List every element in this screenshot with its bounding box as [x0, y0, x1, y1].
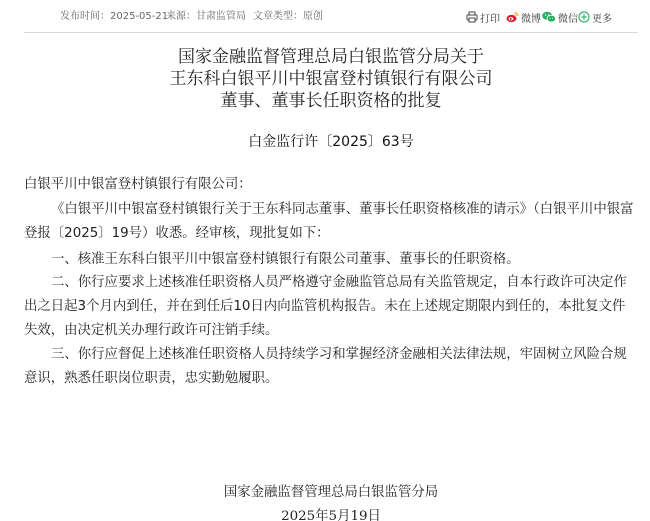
plus-circle-icon: [578, 11, 592, 23]
signature-organization: 国家金融监督管理总局白银监管分局: [223, 485, 439, 500]
approval-item-2: 二、你行应要求上述核准任职资格人员严格遵守金融监管总局有关监管规定，自本行政许可决定作出之日起3个月内到任，并在到任后10日内向监管机构报告。未在上述规定期限内到任的，本批复文件失效，由决定机关办理行政许可注销手续。: [24, 275, 627, 338]
publish-date: 发布时间：2025-05-21: [60, 11, 169, 22]
share-more-button[interactable]: [578, 9, 612, 25]
article-type: 文章类型：原创: [253, 11, 323, 22]
article-source: 来源：甘肃监管局: [166, 11, 246, 22]
document-title: [24, 46, 638, 112]
signature-date: 2025年5月19日: [281, 509, 381, 521]
document-number: 白金监行许〔2025〕63号: [248, 134, 414, 150]
title-line: 国家金融监督管理总局白银监管分局关于: [178, 47, 484, 67]
salutation: 白银平川中银富登村镇银行有限公司：: [24, 177, 252, 192]
header-divider: [24, 32, 638, 33]
title-line: 王东科白银平川中银富登村镇银行有限公司: [169, 69, 493, 89]
intro-paragraph: 《白银平川中银富登村镇银行关于王东科同志董事、董事长任职资格核准的请示》（白银平川中银富登报〔2025〕19号）收悉。经审核，现批复如下：: [24, 202, 634, 241]
weibo-icon: [506, 11, 521, 23]
print-label: 打印: [480, 13, 500, 25]
share-wechat-button[interactable]: [542, 9, 578, 25]
approval-item-3: 三、你行应督促上述核准任职资格人员持续学习和掌握经济金融相关法律法规，牢固树立风险合规意识，熟悉任职岗位职责，忠实勤勉履职。: [24, 347, 627, 386]
approval-item-1: 一、核准王东科白银平川中银富登村镇银行有限公司董事、董事长的任职资格。: [51, 252, 520, 267]
wechat-label: 微信: [558, 13, 578, 25]
article-meta-bar: [0, 0, 650, 32]
printer-icon: [466, 11, 480, 23]
title-line: 董事、董事长任职资格的批复: [220, 91, 442, 111]
more-label: 更多: [592, 13, 612, 25]
print-button[interactable]: [466, 9, 500, 25]
share-weibo-button[interactable]: [506, 9, 541, 25]
weibo-label: 微博: [521, 13, 541, 25]
wechat-icon: [542, 11, 558, 23]
